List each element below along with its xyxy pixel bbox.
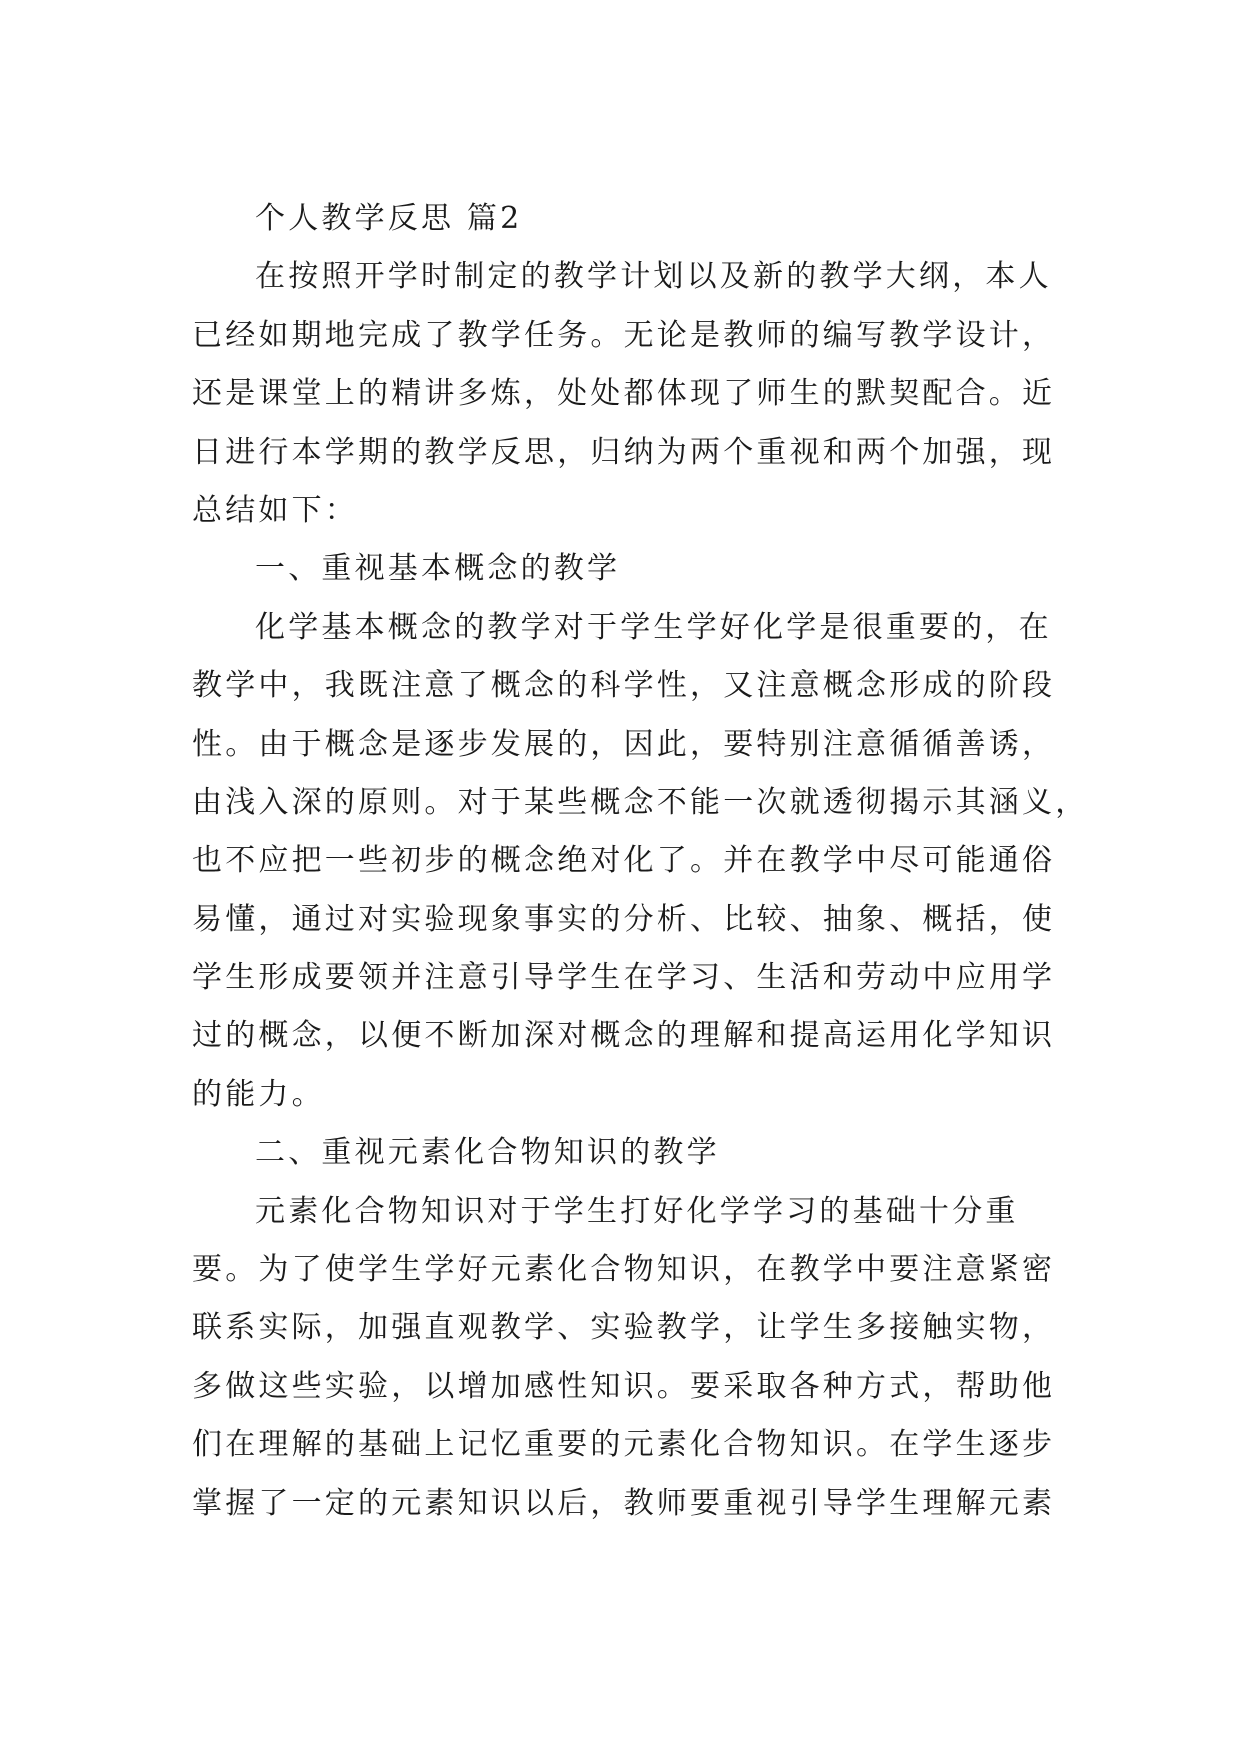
text-line: 教学中，我既注意了概念的科学性，又注意概念形成的阶段 bbox=[192, 668, 1056, 704]
text-line: 性。由于概念是逐步发展的，因此，要特别注意循循善诱， bbox=[192, 726, 1056, 762]
document-body bbox=[192, 190, 1089, 1533]
text-line: 在按照开学时制定的教学计划以及新的教学大纲，本人 bbox=[255, 259, 1052, 295]
text-line: 元素化合物知识对于学生打好化学学习的基础十分重 bbox=[255, 1193, 1019, 1229]
text-line: 化学基本概念的教学对于学生学好化学是很重要的，在 bbox=[255, 609, 1052, 645]
text-line: 的能力。 bbox=[192, 1076, 325, 1112]
text-line: 总结如下： bbox=[192, 492, 358, 528]
text-line: 由浅入深的原则。对于某些概念不能一次就透彻揭示其涵义， bbox=[192, 784, 1089, 820]
page-title: 个人教学反思 篇2 bbox=[255, 201, 523, 236]
text-line: 还是课堂上的精讲多炼，处处都体现了师生的默契配合。近 bbox=[192, 376, 1056, 412]
text-line: 掌握了一定的元素知识以后，教师要重视引导学生理解元素 bbox=[192, 1485, 1056, 1521]
text-line: 联系实际，加强直观教学、实验教学，让学生多接触实物， bbox=[192, 1310, 1056, 1346]
text-line: 已经如期地完成了教学任务。无论是教师的编写教学设计， bbox=[192, 317, 1056, 353]
text-line: 们在理解的基础上记忆重要的元素化合物知识。在学生逐步 bbox=[192, 1427, 1056, 1463]
text-line: 易懂，通过对实验现象事实的分析、比较、抽象、概括，使 bbox=[192, 901, 1056, 937]
text-line: 一、重视基本概念的教学 bbox=[255, 551, 621, 587]
text-line: 过的概念，以便不断加深对概念的理解和提高运用化学知识 bbox=[192, 1018, 1056, 1054]
text-line: 二、重视元素化合物知识的教学 bbox=[255, 1135, 720, 1171]
text-line: 要。为了使学生学好元素化合物知识，在教学中要注意紧密 bbox=[192, 1252, 1056, 1288]
text-line: 学生形成要领并注意引导学生在学习、生活和劳动中应用学 bbox=[192, 960, 1056, 996]
text-line: 也不应把一些初步的概念绝对化了。并在教学中尽可能通俗 bbox=[192, 843, 1056, 879]
text-line: 日进行本学期的教学反思，归纳为两个重视和两个加强，现 bbox=[192, 434, 1056, 470]
text-line: 多做这些实验，以增加感性知识。要采取各种方式，帮助他 bbox=[192, 1368, 1056, 1404]
